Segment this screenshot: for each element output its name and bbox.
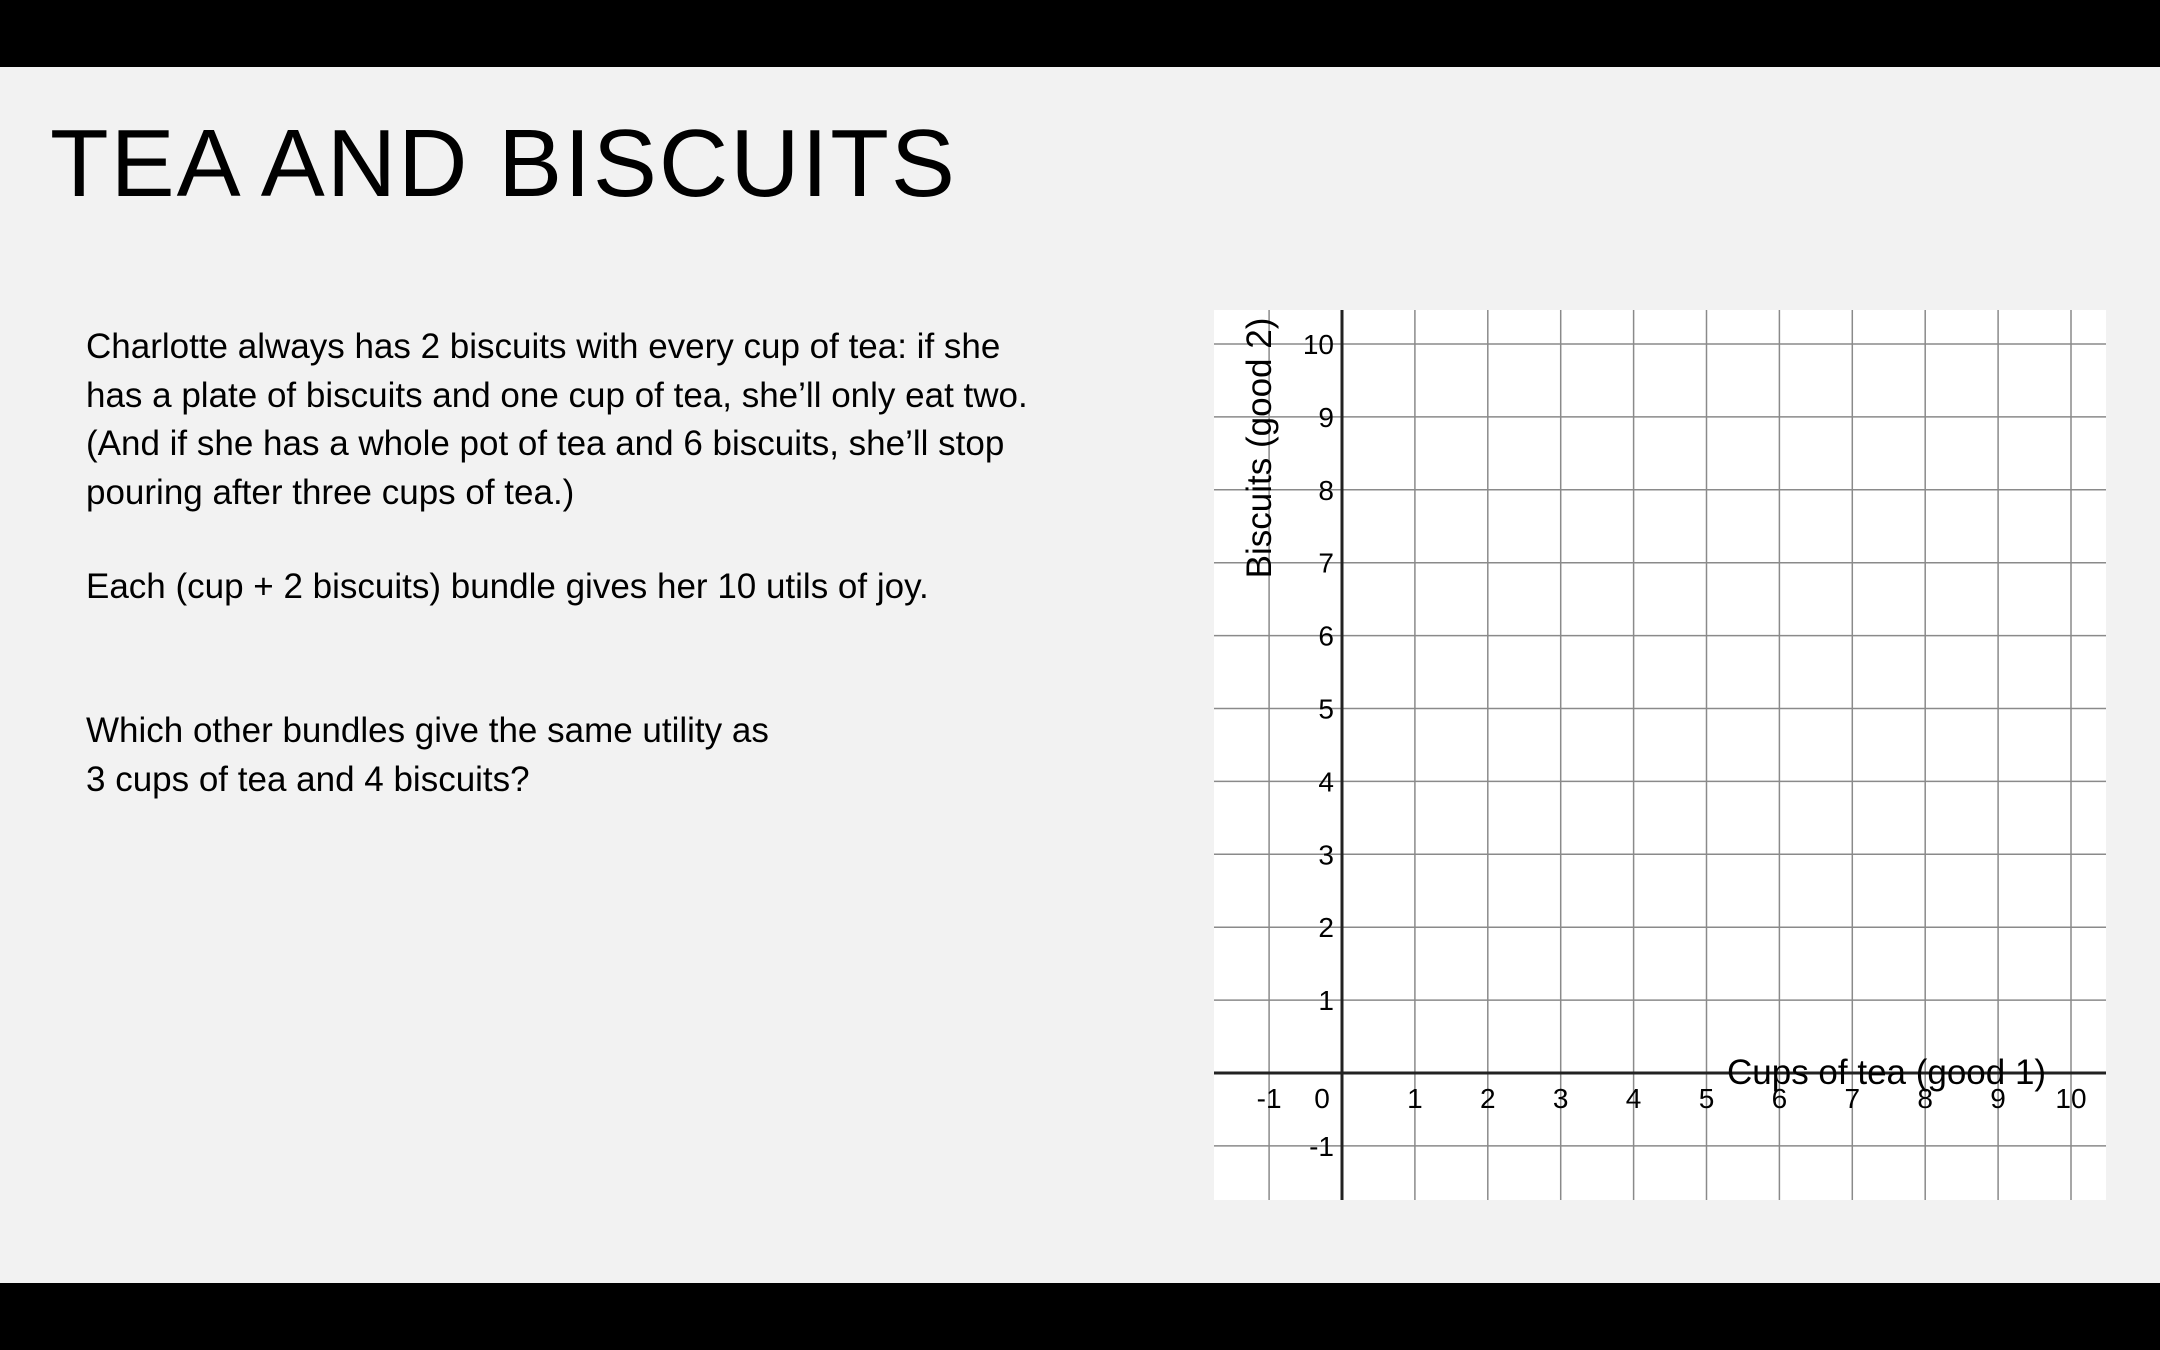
x-tick-label: 3 <box>1552 1083 1569 1114</box>
scenario-line: (And if she has a whole pot of tea and 6 biscuits, she’ll stop <box>86 424 1005 463</box>
y-tick-label: 9 <box>1318 401 1334 433</box>
graph-svg <box>1214 310 2106 1200</box>
x-tick-label: 8 <box>1917 1083 1933 1114</box>
x-tick-label: 6 <box>1771 1083 1788 1114</box>
scenario-line: has a plate of biscuits and one cup of tea, she’ll only eat two. <box>86 375 1028 415</box>
x-tick-label: 2 <box>1480 1083 1496 1114</box>
x-tick-label: 9 <box>1990 1083 2006 1114</box>
x-tick-label: 0 <box>1314 1083 1330 1114</box>
x-tick-label: -1 <box>1256 1083 1282 1114</box>
letterbox-top <box>0 0 2160 67</box>
scenario-line: Charlotte always has 2 biscuits with every cup of tea: if she <box>86 327 1001 366</box>
slide <box>0 67 2160 1283</box>
slide-title: TEA AND BISCUITS <box>50 110 957 217</box>
x-tick-label: 5 <box>1698 1083 1715 1114</box>
question-paragraph <box>86 707 1136 804</box>
y-tick-label: 3 <box>1318 839 1334 871</box>
graph-paper <box>1214 310 2106 1200</box>
y-tick-label: 1 <box>1318 985 1334 1017</box>
letterbox-bottom <box>0 1283 2160 1350</box>
utility-paragraph <box>86 563 1136 612</box>
x-tick-label: 1 <box>1407 1083 1423 1114</box>
y-tick-label: 10 <box>1302 329 1334 360</box>
y-tick-label: 2 <box>1318 912 1334 944</box>
question-line: 3 cups of tea and 4 biscuits? <box>86 759 530 799</box>
utility-line: Each (cup + 2 biscuits) bundle gives her 10 utils of joy. <box>86 567 929 606</box>
y-tick-label: 4 <box>1318 766 1334 798</box>
x-tick-label: 7 <box>1844 1083 1861 1114</box>
scenario-line: pouring after three cups of tea.) <box>86 472 575 512</box>
x-tick-label: 4 <box>1625 1083 1642 1114</box>
y-tick-label: 8 <box>1318 474 1334 506</box>
x-tick-label: 10 <box>2055 1083 2087 1114</box>
question-line: Which other bundles give the same utility as <box>86 711 769 750</box>
y-tick-label: 7 <box>1318 547 1334 579</box>
y-tick-label: -1 <box>1309 1130 1334 1162</box>
y-axis-title: Biscuits (good 2) <box>1240 317 1279 579</box>
x-axis-title: Cups of tea (good 1) <box>1727 1053 2047 1092</box>
y-tick-label: 5 <box>1318 693 1334 725</box>
scenario-paragraph <box>86 323 1136 517</box>
y-tick-label: 6 <box>1318 620 1334 652</box>
